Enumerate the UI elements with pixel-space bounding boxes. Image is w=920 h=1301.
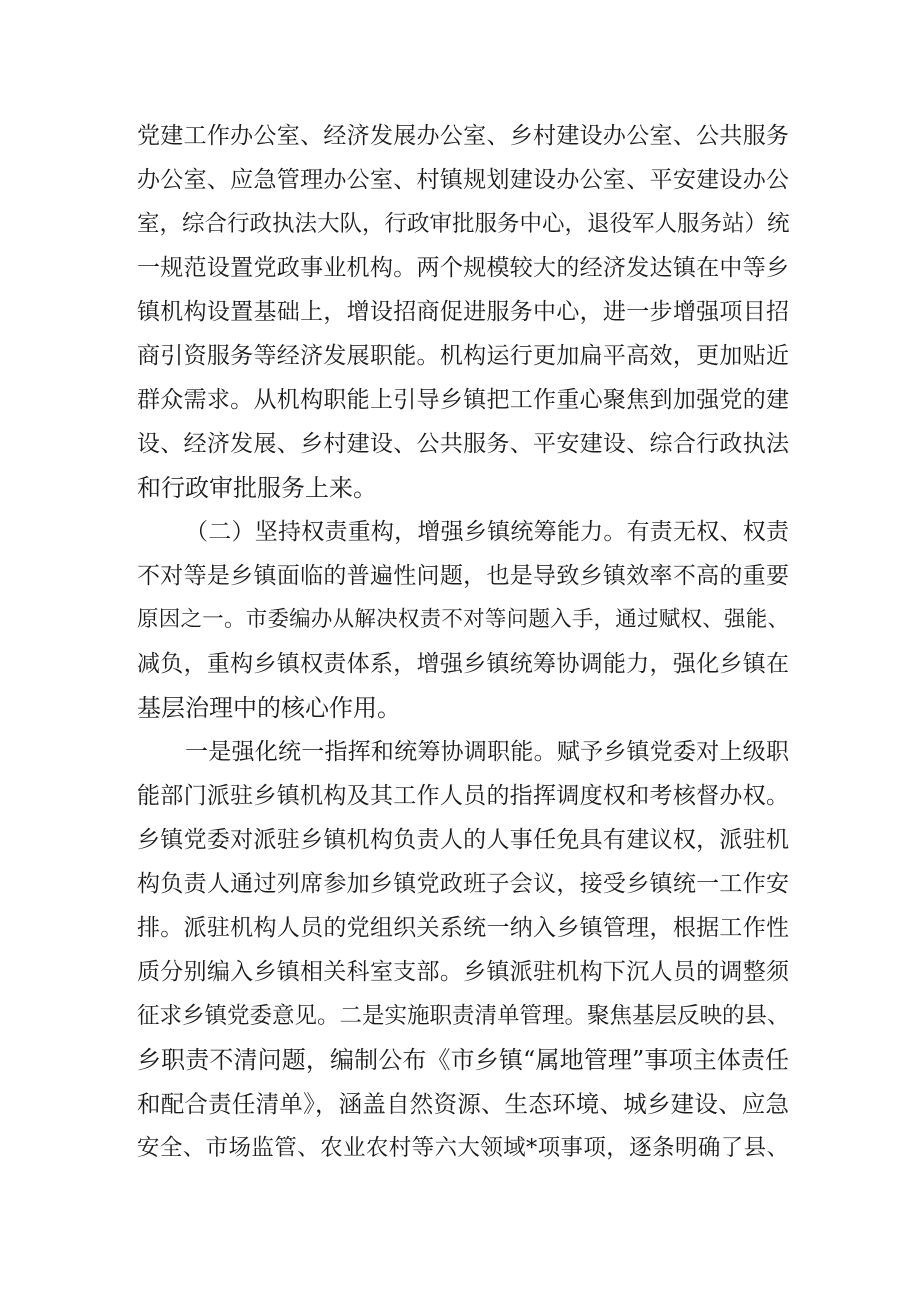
text-line: 一是强化统一指挥和统筹协调职能。赋予乡镇党委对上级职 — [185, 739, 789, 765]
text-line: 群众需求。从机构职能上引导乡镇把工作重心聚焦到加强党的建 — [137, 387, 789, 413]
text-line: 乡镇党委对派驻乡镇机构负责人的人事任免具有建议权，派驻机 — [137, 827, 789, 853]
text-line: 室，综合行政执法大队，行政审批服务中心，退役军人服务站）统 — [137, 211, 790, 237]
text-line: 办公室、应急管理办公室、村镇规划建设办公室、平安建设办公 — [137, 167, 789, 193]
text-line: 能部门派驻乡镇机构及其工作人员的指挥调度权和考核督办权。 — [137, 783, 789, 809]
text-line: 乡职责不清问题，编制公布《市乡镇“属地管理”事项主体责任 — [137, 1046, 789, 1074]
text-line: 镇机构设置基础上，增设招商促进服务中心，进一步增强项目招 — [137, 299, 789, 325]
text-line: 排。派驻机构人员的党组织关系统一纳入乡镇管理，根据工作性 — [137, 915, 789, 941]
text-line: 设、经济发展、乡村建设、公共服务、平安建设、综合行政执法 — [137, 431, 789, 457]
text-line: 构负责人通过列席参加乡镇党政班子会议，接受乡镇统一工作安 — [137, 871, 789, 897]
text-line: 商引资服务等经济发展职能。机构运行更加扁平高效，更加贴近 — [137, 343, 789, 369]
text-line: 一规范设置党政事业机构。两个规模较大的经济发达镇在中等乡 — [137, 255, 789, 281]
text-line: 基层治理中的核心作用。 — [137, 694, 401, 722]
section-heading-line: （二）坚持权责重构，增强乡镇统筹能力。有责无权、权责 — [185, 519, 789, 545]
text-line: 征求乡镇党委意见。二是实施职责清单管理。聚焦基层反映的县、 — [137, 1003, 790, 1029]
text-line: 不对等是乡镇面临的普遍性问题，也是导致乡镇效率不高的重要 — [137, 563, 789, 589]
text-line: 原因之一。市委编办从解决权责不对等问题入手，通过赋权、强能、 — [137, 607, 789, 632]
text-line: 减负，重构乡镇权责体系，增强乡镇统筹协调能力，强化乡镇在 — [137, 651, 789, 677]
text-line: 安全、市场监管、农业农村等六大领域*项事项，逐条明确了县、 — [137, 1135, 789, 1161]
text-line: 和行政审批服务上来。 — [137, 474, 377, 502]
text-line: 和配合责任清单》，涵盖自然资源、生态环境、城乡建设、应急 — [137, 1090, 789, 1118]
text-line: 质分别编入乡镇相关科室支部。乡镇派驻机构下沉人员的调整须 — [137, 959, 789, 985]
text-line: 党建工作办公室、经济发展办公室、乡村建设办公室、公共服务 — [137, 123, 789, 149]
